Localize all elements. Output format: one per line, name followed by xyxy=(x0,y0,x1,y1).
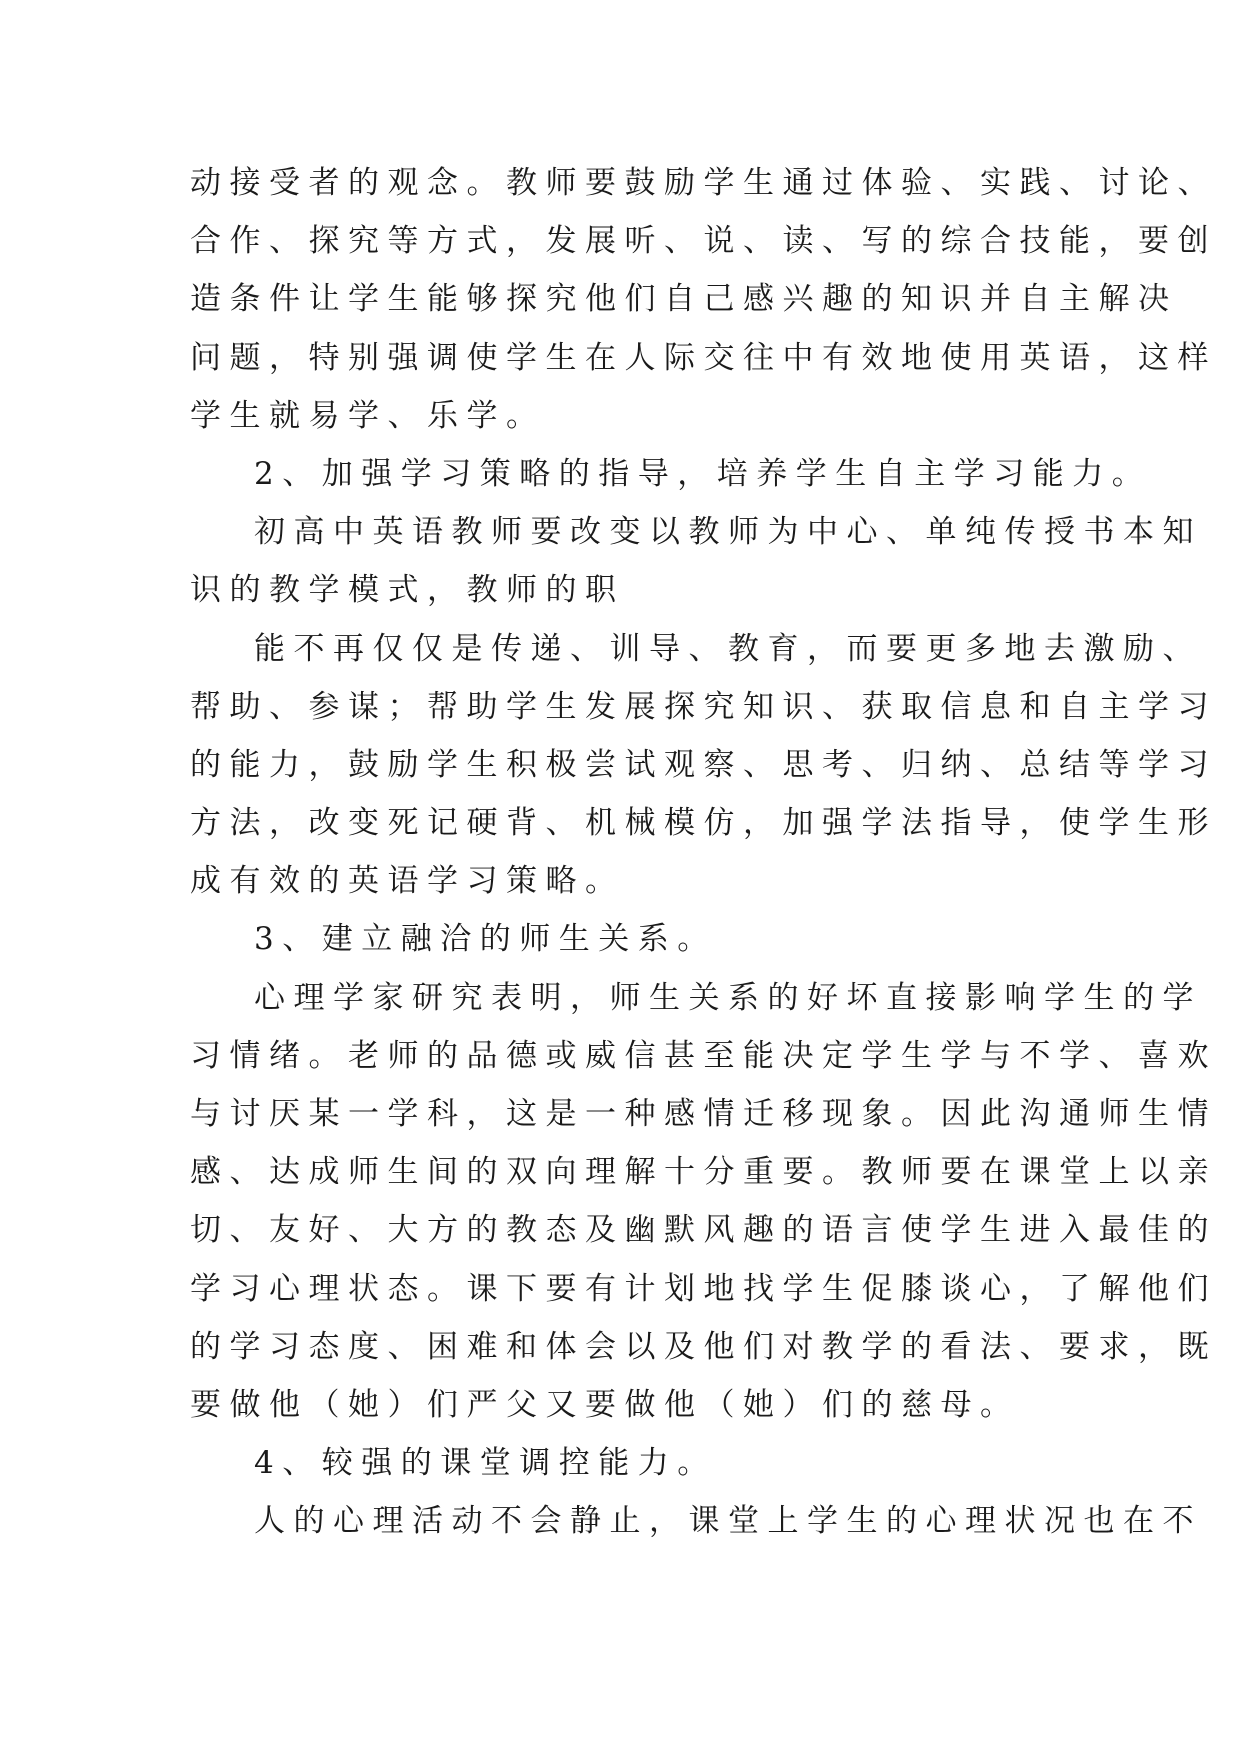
paragraph-start-line: 能不再仅仅是传递、训导、教育，而要更多地去激励、 xyxy=(254,630,1202,667)
body-line: 帮助、参谋；帮助学生发展探究知识、获取信息和自主学习 xyxy=(190,688,1217,725)
body-line: 成有效的英语学习策略。 xyxy=(190,863,625,900)
body-line: 学生就易学、乐学。 xyxy=(190,397,546,434)
body-line: 方法，改变死记硬背、机械模仿，加强学法指导，使学生形 xyxy=(190,805,1217,842)
body-line: 学习心理状态。课下要有计划地找学生促膝谈心，了解他们 xyxy=(190,1270,1217,1307)
body-line: 动接受者的观念。教师要鼓励学生通过体验、实践、讨论、 xyxy=(190,165,1217,201)
paragraph-start-line: 初高中英语教师要改变以教师为中心、单纯传授书本知 xyxy=(254,514,1202,551)
body-line: 要做他（她）们严父又要做他（她）们的慈母。 xyxy=(190,1386,1020,1423)
body-line: 的学习态度、困难和体会以及他们对教学的看法、要求，既 xyxy=(190,1328,1217,1365)
body-line: 造条件让学生能够探究他们自己感兴趣的知识并自主解决 xyxy=(190,281,1178,318)
section-heading-3: 3、建立融洽的师生关系。 xyxy=(254,921,717,958)
body-line: 感、达成师生间的双向理解十分重要。教师要在课堂上以亲 xyxy=(190,1154,1217,1191)
document-body xyxy=(190,154,1217,1551)
body-line: 的能力，鼓励学生积极尝试观察、思考、归纳、总结等学习 xyxy=(190,746,1217,783)
body-line: 识的教学模式，教师的职 xyxy=(190,572,625,609)
body-line: 问题，特别强调使学生在人际交往中有效地使用英语，这样 xyxy=(190,339,1217,376)
paragraph-start-line: 心理学家研究表明，师生关系的好坏直接影响学生的学 xyxy=(254,979,1202,1016)
section-heading-2: 2、加强学习策略的指导，培养学生自主学习能力。 xyxy=(254,455,1152,492)
body-line: 与讨厌某一学科，这是一种感情迁移现象。因此沟通师生情 xyxy=(190,1096,1217,1132)
body-line: 切、友好、大方的教态及幽默风趣的语言使学生进入最佳的 xyxy=(190,1212,1217,1249)
body-line: 习情绪。老师的品德或威信甚至能决定学生学与不学、喜欢 xyxy=(190,1037,1217,1074)
paragraph-start-line: 人的心理活动不会静止，课堂上学生的心理状况也在不 xyxy=(254,1503,1202,1540)
body-line: 合作、探究等方式，发展听、说、读、写的综合技能，要创 xyxy=(190,223,1217,260)
section-heading-4: 4、较强的课堂调控能力。 xyxy=(254,1445,717,1482)
